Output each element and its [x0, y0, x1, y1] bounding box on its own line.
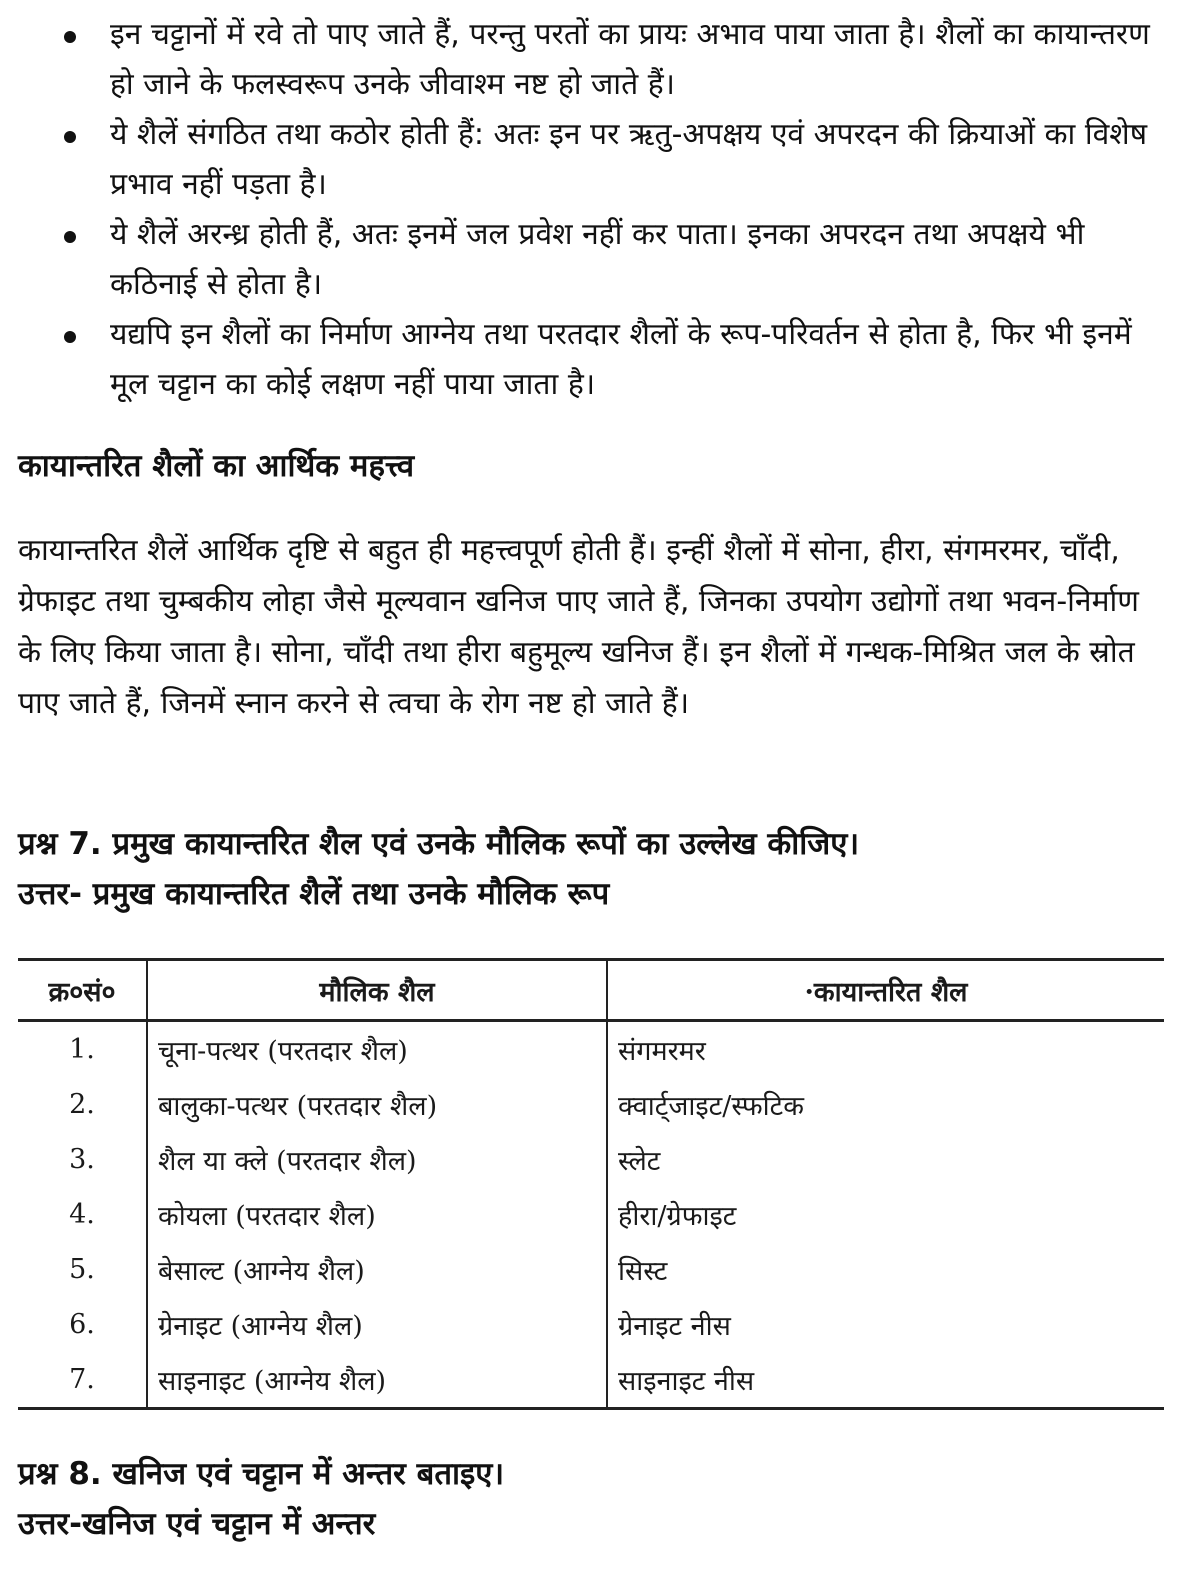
table-row — [18, 1352, 1164, 1409]
bullet-dot-icon — [64, 331, 76, 343]
bullet-item — [60, 10, 1160, 110]
cell-metamorphic: सिस्ट — [618, 1256, 668, 1287]
answer-8-title: उत्तर-खनिज एवं चट्टान में अन्तर — [18, 1506, 376, 1542]
bullet-item — [60, 110, 1160, 210]
properties-bullet-list — [60, 10, 1160, 410]
bullet-dot-icon — [64, 131, 76, 143]
metamorphic-rocks-table — [18, 958, 1164, 1410]
cell-metamorphic: स्लेट — [618, 1146, 661, 1177]
header-metamorphic-rock: ·कायान्तरित शैल — [607, 960, 1164, 1021]
bullet-dot-icon — [64, 31, 76, 43]
question-8: प्रश्न 8. खनिज एवं चट्टान में अन्तर बताइए। — [18, 1456, 505, 1492]
cell-serial: 2. — [18, 1077, 147, 1132]
answer-7-title: उत्तर- प्रमुख कायान्तरित शैलें तथा उनके मौलिक रूप — [18, 876, 610, 912]
bullet-text: ये शैलें अरन्ध्र होती हैं, अतः इनमें जल प्रवेश नहीं कर पाता। इनका अपरदन तथा अपक्षये भी कठिनाई से होता है। — [110, 217, 1085, 302]
economic-importance-paragraph: कायान्तरित शैलें आर्थिक दृष्टि से बहुत ही महत्त्वपूर्ण होती हैं। इन्हीं शैलों में सोना, हीरा, संगमरमर, चाँदी, ग्रेफाइट तथा चुम्बकीय लोहा जैसे मूल्यवान खनिज पाए जाते हैं, जिनका उपयोग उद्योगों तथा भवन-निर्माण के लिए किया जाता है। सोना, चाँदी तथा हीरा बहुमूल्य खनिज हैं। इन शैलों में गन्धक-मिश्रित जल के स्रोत पाए जाते हैं, जिनमें स्नान करने से त्वचा के रोग नष्ट हो जाते हैं। — [18, 533, 1139, 721]
question-7: प्रश्न 7. प्रमुख कायान्तरित शैल एवं उनके मौलिक रूपों का उल्लेख कीजिए। — [18, 826, 860, 862]
cell-serial: 6. — [18, 1297, 147, 1352]
cell-serial: 5. — [18, 1242, 147, 1297]
bullet-dot-icon — [64, 231, 76, 243]
table-row — [18, 1242, 1164, 1297]
header-original-rock: मौलिक शैल — [147, 960, 607, 1021]
header-serial: क्र०सं० — [18, 960, 147, 1021]
cell-original: साइनाइट (आग्नेय शैल) — [147, 1352, 607, 1409]
cell-metamorphic: संगमरमर — [618, 1036, 706, 1067]
cell-serial: 7. — [18, 1352, 147, 1409]
table-row — [18, 1132, 1164, 1187]
table-row — [18, 1187, 1164, 1242]
table-row — [18, 1077, 1164, 1132]
cell-original: ग्रेनाइट (आग्नेय शैल) — [147, 1297, 607, 1352]
cell-original: बेसाल्ट (आग्नेय शैल) — [147, 1242, 607, 1297]
cell-serial: 3. — [18, 1132, 147, 1187]
cell-metamorphic: क्वार्ट्जाइट/स्फटिक — [618, 1091, 804, 1122]
table-row — [18, 1297, 1164, 1352]
bullet-text: इन चट्टानों में रवे तो पाए जाते हैं, परन्तु परतों का प्रायः अभाव पाया जाता है। शैलों का कायान्तरण हो जाने के फलस्वरूप उनके जीवाश्म नष्ट हो जाते हैं। — [110, 17, 1150, 102]
cell-metamorphic: साइनाइट नीस — [607, 1352, 1164, 1409]
bullet-item — [60, 310, 1160, 410]
cell-original: शैल या क्ले (परतदार शैल) — [147, 1132, 607, 1187]
cell-original: चूना-पत्थर (परतदार शैल) — [147, 1021, 607, 1078]
cell-original: बालुका-पत्थर (परतदार शैल) — [147, 1077, 607, 1132]
bullet-text: यद्यपि इन शैलों का निर्माण आग्नेय तथा परतदार शैलों के रूप-परिवर्तन से होता है, फिर भी इनमें मूल चट्टान का कोई लक्षण नहीं पाया जाता है। — [110, 317, 1132, 402]
cell-serial: 1. — [18, 1021, 147, 1078]
table-header-row — [18, 960, 1164, 1021]
bullet-text: ये शैलें संगठित तथा कठोर होती हैं: अतः इन पर ऋतु-अपक्षय एवं अपरदन की क्रियाओं का विशेष प्रभाव नहीं पड़ता है। — [110, 117, 1148, 202]
bullet-item — [60, 210, 1160, 310]
cell-metamorphic: हीरा/ग्रेफाइट — [618, 1201, 737, 1232]
section-heading: कायान्तरित शैलों का आर्थिक महत्त्व — [18, 448, 415, 484]
table-row — [18, 1021, 1164, 1078]
rocks-table-container — [18, 958, 1164, 1410]
cell-serial: 4. — [18, 1187, 147, 1242]
cell-metamorphic: ग्रेनाइट नीस — [618, 1311, 731, 1342]
cell-original: कोयला (परतदार शैल) — [147, 1187, 607, 1242]
